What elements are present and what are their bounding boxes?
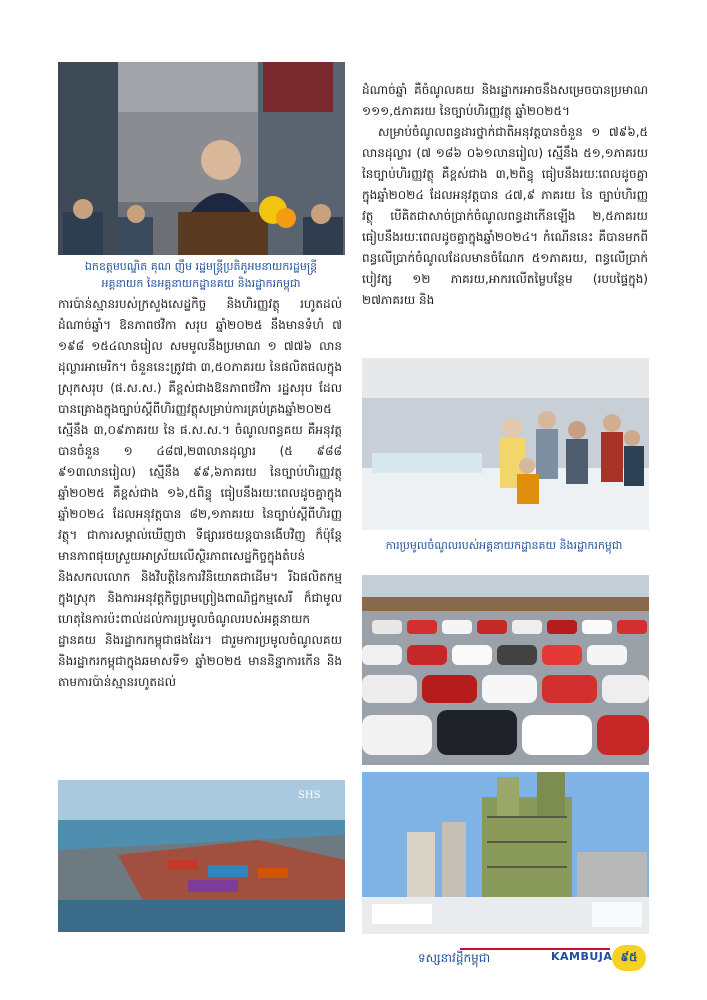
right-column [362, 80, 648, 311]
construction-photo [362, 772, 649, 934]
right-paragraph-2: សម្រាប់ចំណូលពន្ធដារថ្នាក់ជាតិអនុវត្តបានចំនួន ១ ៧៩៦,៥ លានដុល្លារ (៧ ១៨៦ ០៦១លានរៀល) ស្មើនឹង ៥១,១ភាគរយ នៃច្បាប់ហិរញ្ញវត្ថុ គឺខ្ពស់ជាង ៣,២ពិន្ទុ ធៀបនឹងរយៈពេលដូចគ្នាក្នុងឆ្នាំ២០២៤ ដែលអនុវត្តបាន ៤៧,៩ ភាគរយ នៃ ច្បាប់ហិរញ្ញវត្ថុ បើគិតជាសាច់ប្រាក់ចំណូលពន្ធដាកើនឡើង ២,៥ភាគរយ ធៀបនឹងរយៈពេលដូចគ្នាក្នុងឆ្នាំ២០២៤។ កំណើននេះ គឺបានមកពីពន្ធលើប្រាក់ចំណូលដែលមានចំណែក ៥១ភាគរយ, ពន្ធលើប្រាក់បៀវត្ស ១២ ភាគរយ,អាករលើតម្លៃបន្ថែម (របបផ្ទៃក្នុង) ២៧ភាគរយ និង [362, 125, 648, 307]
container-port-photo [58, 780, 345, 932]
speaker-caption-line2: អគ្គនាយក នៃអគ្គនាយកដ្ឋានគយ និងរដ្ឋាករកម្ពុជា [101, 277, 301, 290]
right-paragraph-1: ដំណាច់ឆ្នាំ គឺចំណូលគយ និងរដ្ឋាករអាចនឹងសម្រេចបានប្រមាណ ១១១,៥ភាគរយ នៃច្បាប់ហិរញ្ញវត្ថុ ឆ្នាំ២០២៥។ [362, 83, 648, 118]
page-number-badge: ៩៥ [612, 945, 646, 971]
customs-office-photo [362, 358, 649, 530]
speaker-caption [58, 258, 344, 292]
watermark-text: SHS [298, 790, 321, 801]
footer-brand: KAMBUJA [551, 950, 613, 963]
left-paragraph: ការប៉ាន់ស្មានរបស់ក្រសួងសេដ្ឋកិច្ច និងហិរញ្ញវត្ថុ រហូតដល់ដំណាច់ឆ្នាំ។ ឱនភាពថវិកា សរុប ឆ្នាំ២០២៥ នឹងមានទំហំ ៧ ១៩៨ ១៥៤លានរៀល សមមូលនឹងប្រមាណ ១ ៧៧៦ លានដុល្លារអាមេរិក។ ចំនួននេះត្រូវជា ៣,៥០ភាគរយ នៃផលិតផលក្នុងស្រុកសរុប (ផ.ស.ស.) គឺខ្ពស់ជាងឱនភាពថវិកា រដ្ឋសរុប ដែលបានគ្រោងក្នុងច្បាប់ស្ដីពីហិរញ្ញវត្ថុសម្រាប់ការគ្រប់គ្រងឆ្នាំ២០២៥ ស្មើនឹង ៣,០៩ភាគរយ នៃ ផ.ស.ស.។ ចំណូលពន្ធគយ គឺអនុវត្តបានចំនួន ១ ៤៨៧,២៣លានដុល្លារ (៥ ៩៨៨ ៩១៣លានរៀល) ស្មើនឹង ៩៩,៦ភាគរយ នៃច្បាប់ហិរញ្ញវត្ថុឆ្នាំ២០២៥ គឺខ្ពស់ជាង ១៦,៥ពិន្ទុ ធៀបនឹងរយៈពេលដូចគ្នាក្នុង ឆ្នាំ២០២៤ ដែលអនុវត្តបាន ៨២,១ភាគរយ នៃច្បាប់ស្ដីពីហិរញ្ញវត្ថុ។ ជាការសម្គាល់ឃើញថា ទីផ្សាររថយន្តបានងើបវិញ ក៏ប៉ុន្តែមានភាពផុយស្រួយអាស្រ័យលើស្ថិរភាពសេដ្ឋកិច្ចក្នុងតំបន់ និងសកលលោក និងវិបត្តិនៃការវិនិយោគជាដើម។ រីឯផលិតកម្មក្នុងស្រុក និងការអនុវត្តកិច្ចព្រមព្រៀងពាណិជ្ជកម្មសេរី ក៏ជាមូលហេតុនៃការប៉ះពាល់ដល់ការប្រមូលចំណូលរបស់អគ្គនាយកដ្ឋានគយ និងរដ្ឋាករកម្ពុជាផងដែរ។ ជារួមការប្រមូលចំណូលគយ និងរដ្ឋាករកម្ពុជាក្នុងឆមាសទី១ ឆ្នាំ២០២៥ មាននិន្នាការកើន និងតាមការប៉ាន់ស្មានរហូតដល់ [58, 297, 342, 689]
speaker-photo [58, 62, 345, 255]
speaker-caption-line1: ឯកឧត្តមបណ្ឌិត គុណ ញឹម រដ្ឋមន្ត្រីប្រតិភូអមនាយករដ្ឋមន្ត្រី [84, 260, 318, 273]
left-column [58, 294, 342, 693]
customs-caption: ការប្រមូលចំណូលរបស់អគ្គនាយកដ្ឋានគយ និងរដ្ឋាករកម្ពុជា [385, 539, 623, 552]
footer-magazine-title: ទស្សនាវដ្តីកម្ពុជា [418, 951, 491, 965]
car-port-photo [362, 575, 649, 765]
